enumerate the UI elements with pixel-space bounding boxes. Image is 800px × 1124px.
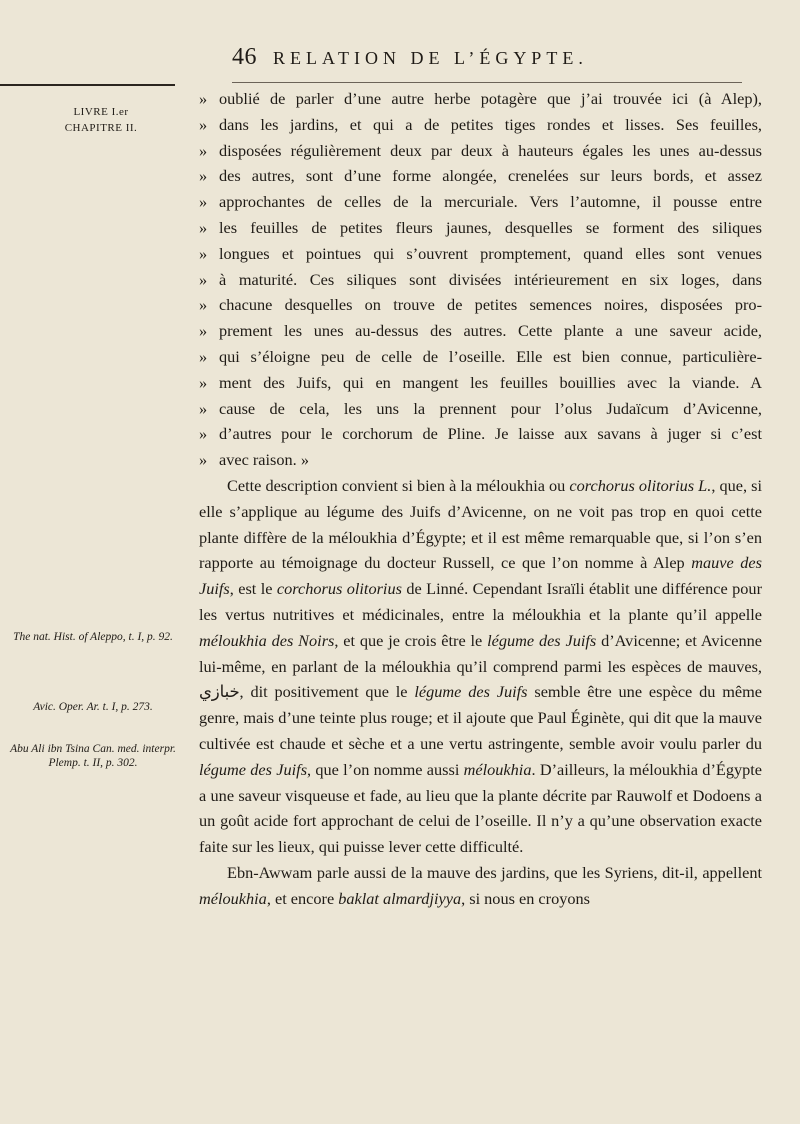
quote-line: » dans les jardins, et qui a de petites tiges rondes et lisses. Ses feuilles, bbox=[199, 114, 762, 134]
quote-line: » d’autres pour le corchorum de Pline. Je laisse aux savans à juger si c’est bbox=[199, 424, 762, 444]
quote-line: » qui s’éloigne peu de celle de l’oseille. Elle est bien connue, particulière- bbox=[199, 346, 762, 366]
margin-rule bbox=[0, 84, 175, 86]
margin-note-avicenne: Avic. Oper. Ar. t. I, p. 273. bbox=[33, 701, 153, 713]
arabic-word: خبازي bbox=[199, 682, 240, 702]
quote-line: » disposées régulièrement deux par deux à hauteurs égales les unes au-dessus bbox=[199, 140, 762, 160]
margin-heading bbox=[26, 104, 176, 136]
margin-note-russell: The nat. Hist. of Aleppo, t. I, p. 92. bbox=[13, 631, 173, 643]
quoted-passage bbox=[199, 86, 762, 473]
paragraph-meloukhia: Cette description convient si bien à la méloukhia ou corchorus olitorius L., que, si elle s’applique au légume des Juifs d’Avicenne, on ne voit pas trop en quoi cette plante diffère de la méloukhia d’Égypte; et il est même remarquable que, si l’on s’en rapporte au témoignage du docteur Russell, ce que l’on nomme à Alep mauve des Juifs, est le corchorus olitorius de Linné. Cependant Israïli établit une différence pour les vertus nutritives et médicinales, entre la méloukhia et la plante qu’il appelle méloukhia des Noirs, et que je crois être le légume des Juifs d’Avicenne; et Avicenne lui-même, en parlant de la méloukhia qu’il comprend parmi les espèces de mauves, خبازي, dit positivement que le légume des Juifs semble être une espèce du même genre, mais d’une teinte plus rouge; et il ajoute que Paul Éginète, qui dit que la mauve cultivée est chaude et sèche et a une vertu astringente, semble avoir voulu parler du légume des Juifs, que l’on nomme aussi méloukhia. D’ailleurs, la méloukhia d’Égypte a une saveur visqueuse et fade, au lieu que la plante décrite par Rauwolf et Dodoens a un goût acide fort approchant de celui de l’oseille. Il n’y a qu’une observation exacte faite sur les lieux, qui puisse lever cette difficulté. bbox=[199, 475, 763, 857]
quote-line: » ment des Juifs, qui en mangent les feuilles bouillies avec la viande. A bbox=[199, 372, 762, 392]
quote-line: » approchantes de celles de la mercuriale. Vers l’automne, il pousse entre bbox=[199, 192, 762, 212]
body-text bbox=[199, 86, 762, 912]
quote-line: » les feuilles de petites fleurs jaunes, desquelles se forment des siliques bbox=[199, 217, 762, 237]
quote-line: » cause de cela, les uns la prennent pour l’olus Judaïcum d’Avicenne, bbox=[199, 398, 762, 418]
quote-line: » avec raison. » bbox=[199, 450, 309, 470]
running-title: RELATION DE L’ÉGYPTE. bbox=[273, 48, 588, 68]
quote-line: » à maturité. Ces siliques sont divisées intérieurement en six loges, dans bbox=[199, 269, 762, 289]
book-label: LIVRE I.er bbox=[73, 106, 129, 118]
chapter-label: CHAPITRE II. bbox=[64, 122, 138, 134]
margin-note-abu-ali: Abu Ali ibn Tsina Can. med. interpr. Plemp. t. II, p. 302. bbox=[10, 743, 176, 769]
quote-line: » longues et pointues qui s’ouvrent promptement, quand elles sont venues bbox=[199, 243, 762, 263]
page-number: 46 bbox=[232, 44, 257, 70]
paragraph-ebn-awwam: Ebn-Awwam parle aussi de la mauve des jardins, que les Syriens, dit-il, appellent méloukhia, et encore baklat almardjiyya, si nous en croyons bbox=[199, 862, 762, 908]
quote-line: » des autres, sont d’une forme alongée, crenelées sur leurs bords, et assez bbox=[199, 166, 762, 186]
quote-line: » prement les unes au-dessus des autres. Cette plante a une saveur acide, bbox=[199, 321, 762, 341]
quote-line: » oublié de parler d’une autre herbe potagère que j’ai trouvée ici (à Alep), bbox=[199, 89, 762, 108]
header-rule bbox=[232, 82, 742, 83]
running-head bbox=[232, 44, 752, 80]
quote-line: » chacune desquelles on trouve de petites semences noires, disposées pro- bbox=[199, 295, 762, 315]
